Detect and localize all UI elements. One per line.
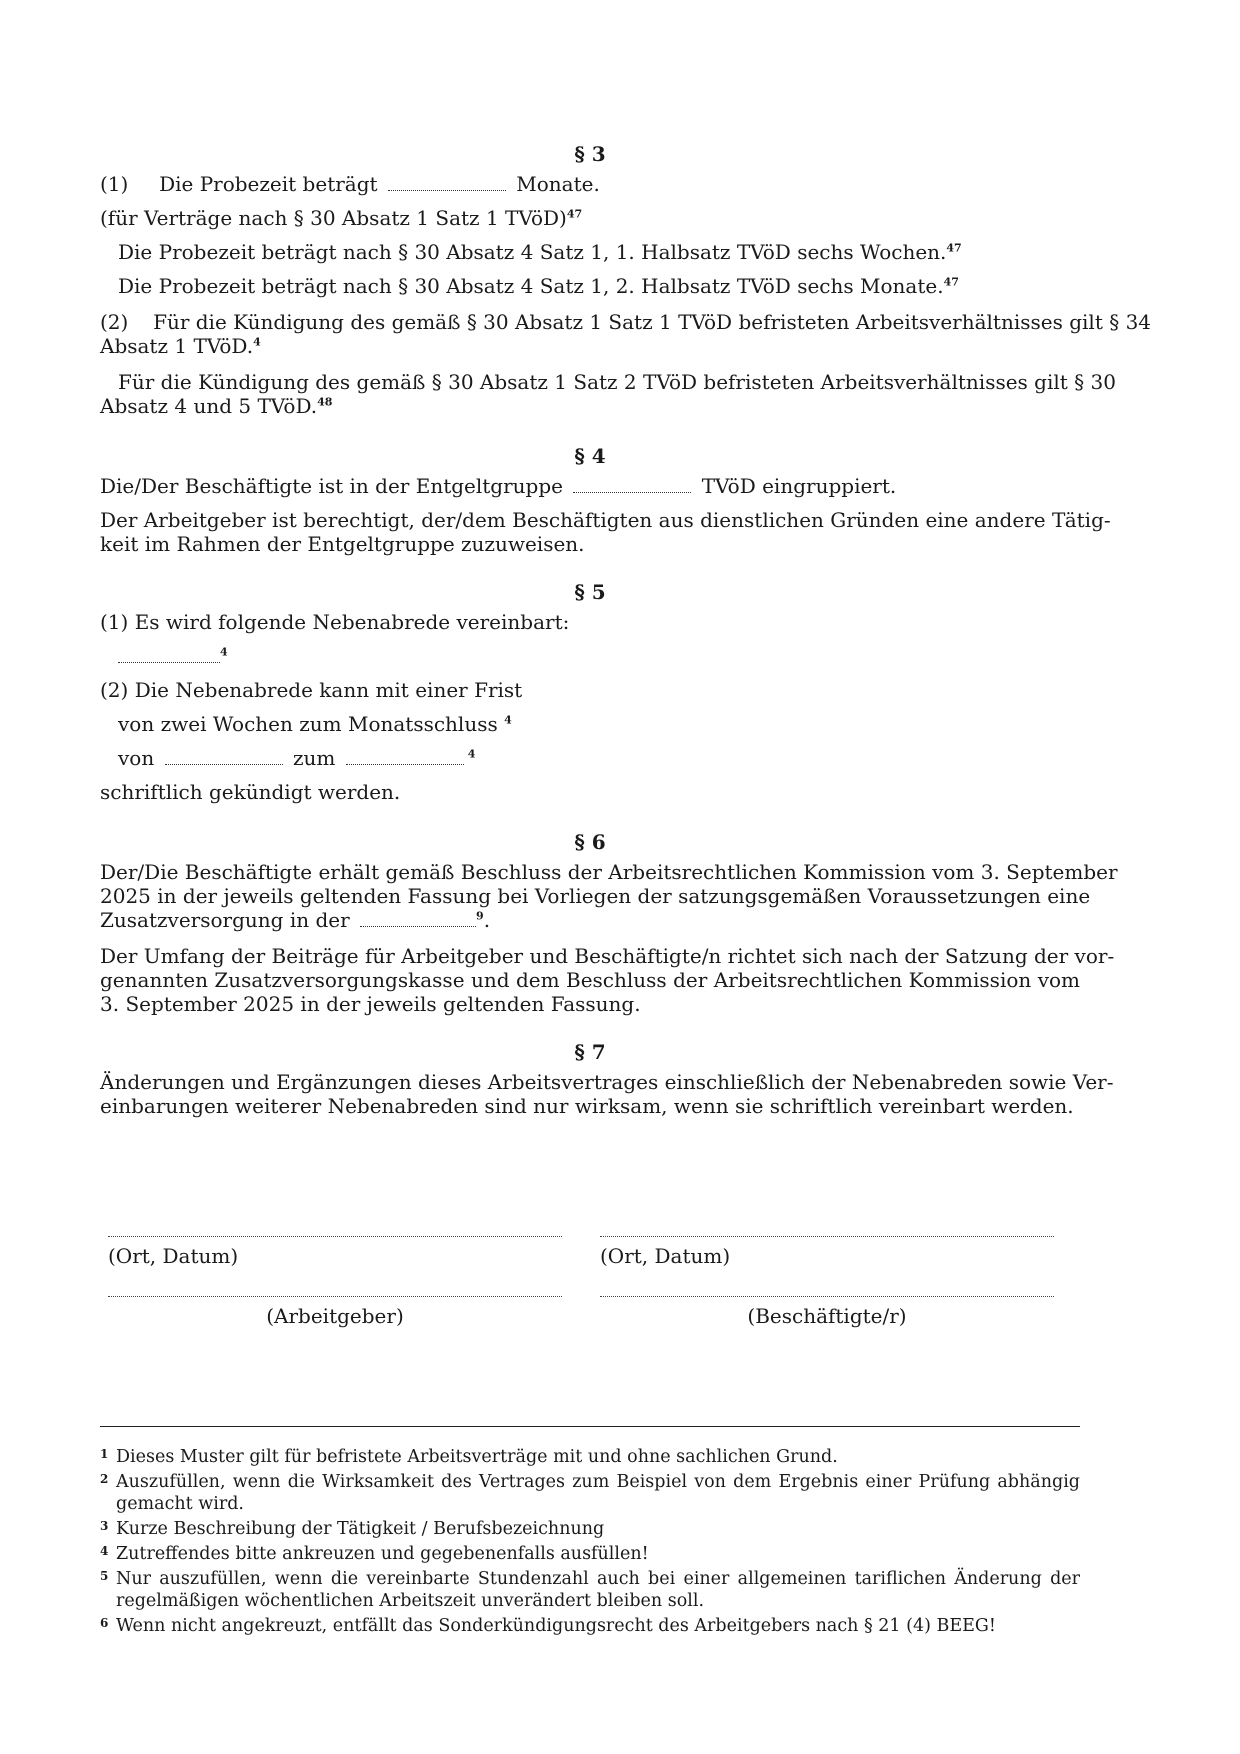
s3-option-2-text: Die Probezeit beträgt nach § 30 Absatz 4 Satz 1, 2. Halbsatz TVöD sechs Monate. [118, 274, 944, 298]
footnote-ref: 47 [943, 275, 959, 289]
footnote-mark: 1 [100, 1447, 109, 1461]
right-place-date-line[interactable] [600, 1236, 1054, 1237]
s7-line1: Änderungen und Ergänzungen dieses Arbeitsvertrages einschließlich der Nebenabreden sowie Ver- [100, 1070, 1114, 1094]
s4-p1: Die/Der Beschäftigte ist in der Entgeltgruppe TVöD eingruppiert. [100, 474, 897, 498]
employee-role-label: (Beschäftigte/r) [747, 1304, 907, 1328]
s3-p2b-line2: Absatz 4 und 5 TVöD.$^{48}$ [100, 394, 333, 418]
s6-p1-line2: 2025 in der jeweils geltenden Fassung bei Vorliegen der satzungsgemäßen Voraussetzungen eine [100, 884, 1091, 908]
footnote-ref: 9 [476, 909, 484, 923]
footnote: 6 Wenn nicht angekreuzt, entfällt das Sonderkündigungsrecht des Arbeitgebers nach § 21 (4) BEEG! [100, 1615, 996, 1637]
s3-p2-line2: Absatz 1 TVöD.$^4$ [100, 334, 261, 358]
employee-signature-line[interactable] [600, 1296, 1054, 1297]
section-5-heading: § 5 [574, 580, 606, 604]
footnote-ref: 4 [253, 335, 261, 349]
footnote-mark: 6 [100, 1616, 109, 1630]
s4-p2-line2: keit im Rahmen der Entgeltgruppe zuzuweisen. [100, 532, 585, 556]
footnote-mark: 5 [100, 1569, 109, 1583]
s3-p1-text-after: Monate. [516, 172, 600, 196]
s5-p2: (2) Die Nebenabrede kann mit einer Frist [100, 678, 523, 702]
s6-p2-line2: genannten Zusatzversorgungskasse und dem Beschluss der Arbeitsrechtlichen Kommission vom [100, 968, 1080, 992]
footnote-continuation: gemacht wird. [116, 1494, 244, 1514]
employer-role-label: (Arbeitgeber) [266, 1304, 404, 1328]
s7-line2: einbarungen weiterer Nebenabreden sind nur wirksam, wenn sie schriftlich vereinbart werden. [100, 1094, 1074, 1118]
pay-group-field[interactable] [573, 474, 691, 493]
footnote-mark: 4 [100, 1544, 109, 1558]
pension-fund-field[interactable] [360, 908, 476, 927]
footnote-mark: 3 [100, 1519, 109, 1533]
footnote-ref: 48 [317, 395, 333, 409]
s4-p2-line1: Der Arbeitgeber ist berechtigt, der/dem Beschäftigten aus dienstlichen Gründen eine andere Tätig- [100, 508, 1111, 532]
section-4-heading: § 4 [574, 444, 606, 468]
s3-p1-note: (für Verträge nach § 30 Absatz 1 Satz 1 TVöD)$^{47}$ [100, 206, 583, 230]
footnote: 2 Auszufüllen, wenn die Wirksamkeit des Vertrages zum Beispiel von dem Ergebnis einer Prüfung abhängig [100, 1471, 1080, 1493]
footnote-mark: 2 [100, 1472, 109, 1486]
s5-option-2[interactable]: von zum $^4$ [118, 746, 476, 770]
section-7-heading: § 7 [574, 1040, 606, 1064]
s3-p1 [100, 172, 600, 196]
footnote: 3 Kurze Beschreibung der Tätigkeit / Berufsbezeichnung [100, 1518, 604, 1540]
s3-option-1[interactable] [118, 240, 962, 264]
footnote: 5 Nur auszufüllen, wenn die vereinbarte Stundenzahl auch bei einer allgemeinen tariflichen Änderung der [100, 1568, 1080, 1590]
employer-signature-line[interactable] [108, 1296, 562, 1297]
left-place-date-line[interactable] [108, 1236, 562, 1237]
notice-period-field[interactable] [165, 746, 283, 765]
s6-p1-line1: Der/Die Beschäftigte erhält gemäß Beschluss der Arbeitsrechtlichen Kommission vom 3. September [100, 860, 1118, 884]
right-place-date-label: (Ort, Datum) [600, 1244, 731, 1268]
footnote-ref: 4 [467, 747, 476, 761]
s3-option-1-text: Die Probezeit beträgt nach § 30 Absatz 4 Satz 1, 1. Halbsatz TVöD sechs Wochen. [118, 240, 947, 264]
s5-p1: (1) Es wird folgende Nebenabrede vereinbart: [100, 610, 570, 634]
side-agreement-field[interactable] [118, 644, 220, 663]
footnote-separator [100, 1426, 1080, 1427]
section-6-heading: § 6 [574, 830, 606, 854]
section-3-heading: § 3 [574, 142, 606, 166]
footnote-continuation: regelmäßigen wöchentlichen Arbeitszeit unverändert bleiben soll. [116, 1591, 705, 1611]
s3-p2-line1: (2) Für die Kündigung des gemäß § 30 Absatz 1 Satz 1 TVöD befristeten Arbeitsverhältnisses gilt § 34 [100, 310, 1152, 334]
footnote-ref: 4 [220, 645, 228, 659]
s5-option-1[interactable]: von zwei Wochen zum Monatsschluss $^4$ [118, 712, 512, 736]
footnote-ref: 4 [504, 713, 512, 727]
footnote: 4 Zutreffendes bitte ankreuzen und gegebenenfalls ausfüllen! [100, 1543, 649, 1565]
footnote-ref: 47 [566, 207, 583, 221]
left-place-date-label: (Ort, Datum) [108, 1244, 239, 1268]
s5-side-agreement-row [118, 644, 228, 668]
footnote-ref: 47 [946, 241, 962, 255]
s6-p2-line1: Der Umfang der Beiträge für Arbeitgeber und Beschäftigte/n richtet sich nach der Satzung der vor- [100, 944, 1115, 968]
s6-p1-line3: Zusatzversorgung in der $^9$. [100, 908, 491, 932]
probation-months-field[interactable] [388, 172, 506, 191]
s5-p2-end: schriftlich gekündigt werden. [100, 780, 401, 804]
s3-option-2[interactable] [118, 274, 959, 298]
s6-p2-line3: 3. September 2025 in der jeweils geltenden Fassung. [100, 992, 641, 1016]
s3-p2b-line1: Für die Kündigung des gemäß § 30 Absatz 1 Satz 2 TVöD befristeten Arbeitsverhältnisses gilt § 30 [118, 370, 1116, 394]
notice-date-field[interactable] [346, 746, 464, 765]
s3-p1-text: Die Probezeit beträgt [159, 172, 378, 196]
footnote: 1 Dieses Muster gilt für befristete Arbeitsverträge mit und ohne sachlichen Grund. [100, 1446, 838, 1468]
s3-p1-number: (1) [100, 172, 129, 196]
